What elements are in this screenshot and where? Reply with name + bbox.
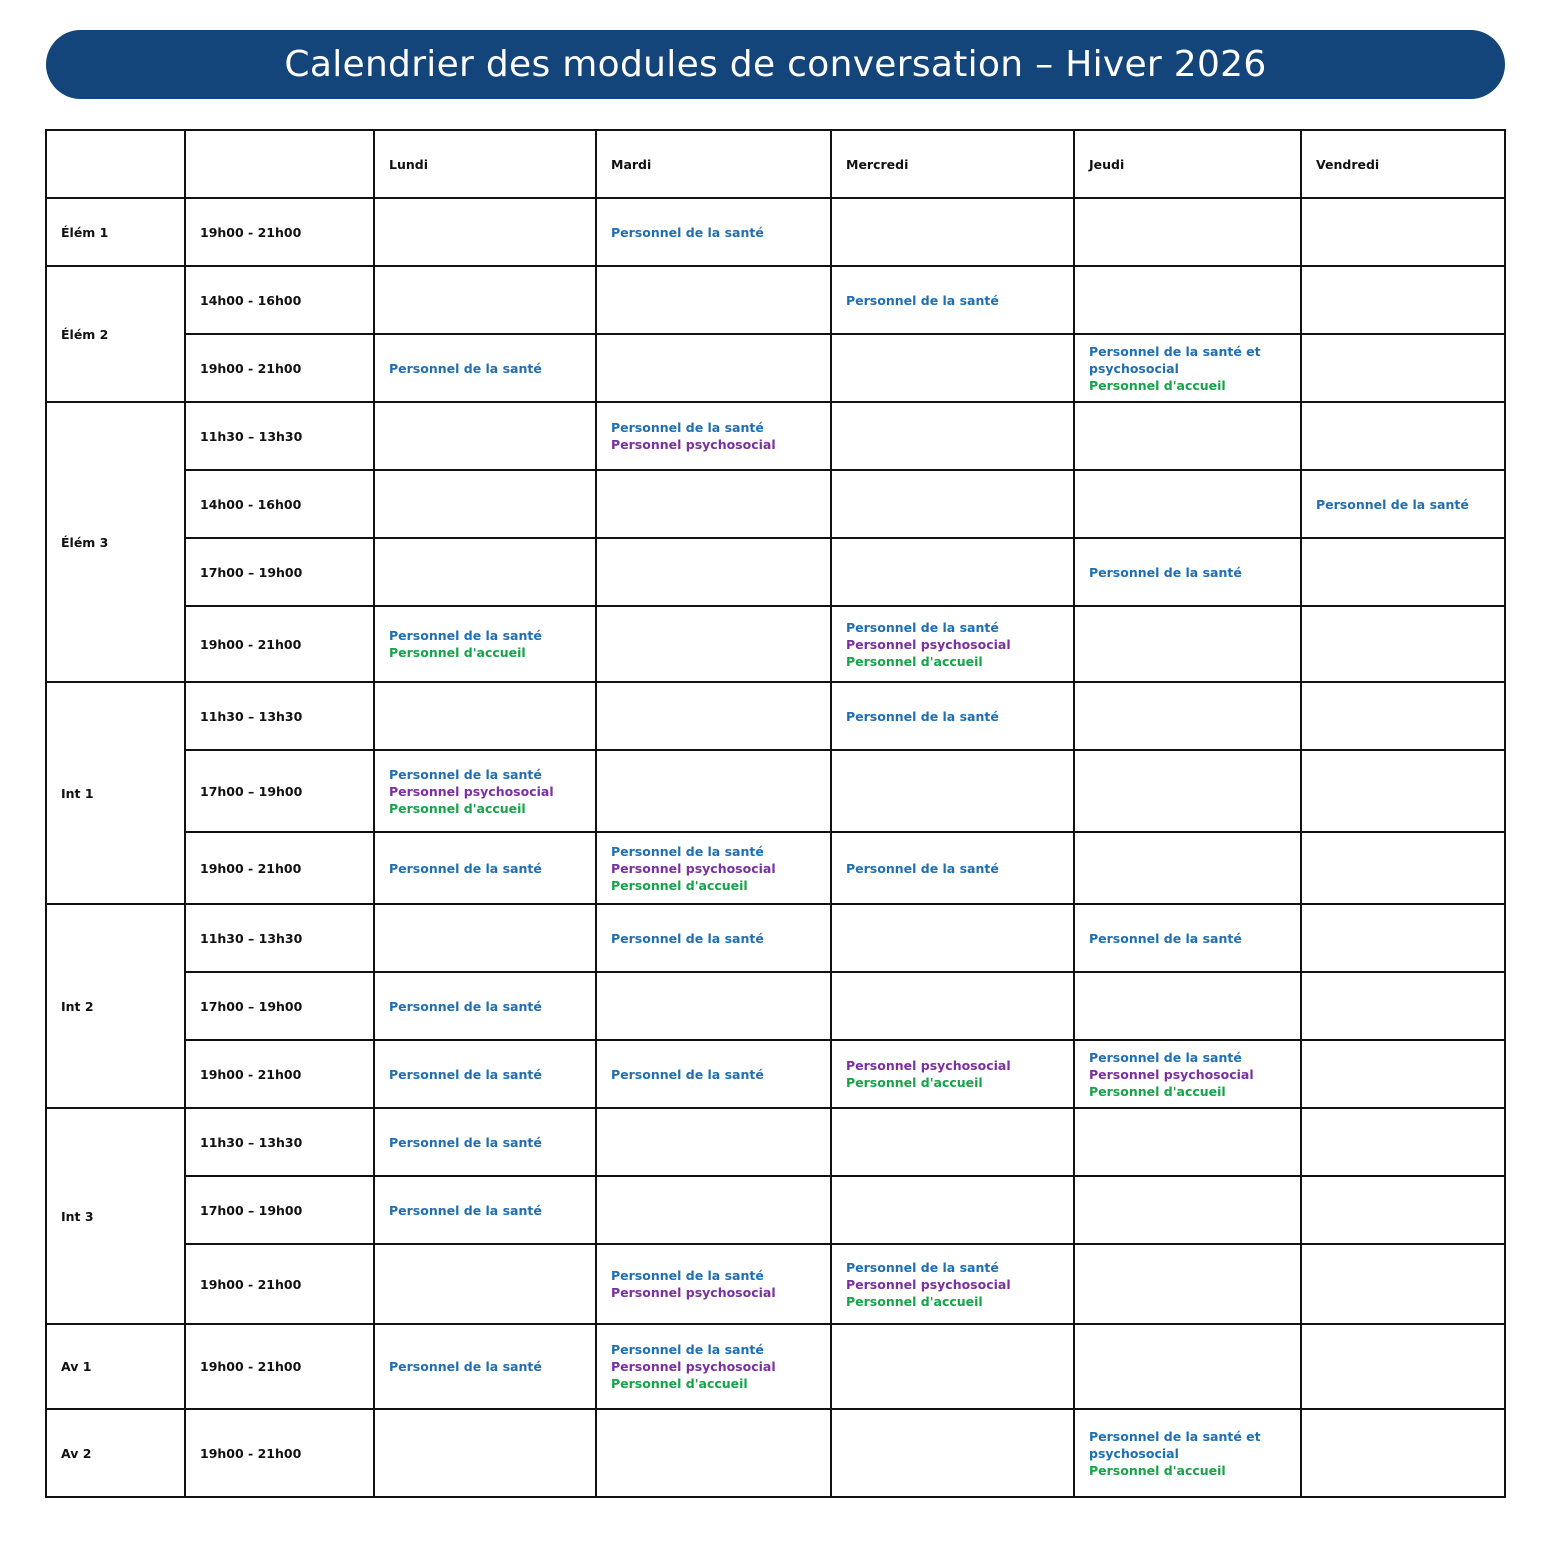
schedule-cell <box>596 1176 831 1244</box>
schedule-cell <box>374 1409 596 1497</box>
schedule-row <box>46 832 1505 904</box>
session-accueil: Personnel d'accueil <box>846 653 983 669</box>
time-slot: 17h00 – 19h00 <box>185 1176 374 1244</box>
page-title: Calendrier des modules de conversation – Hiver 2026 <box>284 44 1267 85</box>
schedule-cell <box>1074 606 1301 682</box>
schedule-cell <box>374 198 596 266</box>
time-slot: 14h00 - 16h00 <box>185 470 374 538</box>
schedule-cell <box>831 266 1074 334</box>
session-psycho: Personnel psychosocial <box>611 1359 776 1374</box>
session-health: Personnel de la santé <box>1316 496 1469 512</box>
schedule-cell <box>1301 904 1505 972</box>
session-health: Personnel de la santé et psychosocial <box>1089 343 1261 376</box>
schedule-cell <box>374 606 596 682</box>
level-label: Élém 3 <box>46 402 185 682</box>
schedule-cell <box>831 606 1074 682</box>
schedule-cell <box>1301 832 1505 904</box>
schedule-cell <box>1301 1108 1505 1176</box>
session-accueil: Personnel d'accueil <box>389 800 526 816</box>
schedule-cell <box>1301 1244 1505 1324</box>
schedule-cell <box>831 198 1074 266</box>
schedule-cell <box>596 538 831 606</box>
time-slot: 19h00 - 21h00 <box>185 832 374 904</box>
schedule-cell <box>831 470 1074 538</box>
schedule-row <box>46 1176 1505 1244</box>
schedule-cell <box>596 198 831 266</box>
schedule-cell <box>831 1324 1074 1409</box>
schedule-cell <box>374 1040 596 1108</box>
schedule-row <box>46 538 1505 606</box>
session-health: Personnel de la santé <box>611 224 764 240</box>
session-psycho: Personnel psychosocial <box>611 1285 776 1300</box>
title-banner <box>46 30 1505 99</box>
session-psycho: Personnel psychosocial <box>846 1058 1011 1073</box>
schedule-cell <box>1301 334 1505 402</box>
schedule-cell <box>1301 972 1505 1040</box>
schedule-cell <box>1074 1244 1301 1324</box>
session-health: Personnel de la santé <box>389 1202 542 1218</box>
level-label: Int 1 <box>46 682 185 904</box>
time-slot: 19h00 - 21h00 <box>185 1040 374 1108</box>
schedule-cell <box>831 750 1074 832</box>
schedule-cell <box>831 402 1074 470</box>
schedule-cell <box>1301 198 1505 266</box>
level-label: Av 2 <box>46 1409 185 1497</box>
session-health: Personnel de la santé <box>611 420 764 435</box>
time-slot: 19h00 - 21h00 <box>185 198 374 266</box>
session-health: Personnel de la santé <box>389 998 542 1014</box>
schedule-cell <box>1074 1409 1301 1497</box>
day-header: Mardi <box>596 130 831 198</box>
session-psycho: Personnel psychosocial <box>611 860 776 876</box>
schedule-cell <box>374 904 596 972</box>
session-health: Personnel de la santé <box>389 860 542 876</box>
schedule-cell <box>596 266 831 334</box>
schedule-cell <box>596 470 831 538</box>
schedule-cell <box>1074 972 1301 1040</box>
schedule-cell <box>596 1040 831 1108</box>
day-header: Mercredi <box>831 130 1074 198</box>
time-slot: 19h00 - 21h00 <box>185 1409 374 1497</box>
level-label: Élém 1 <box>46 198 185 266</box>
session-health: Personnel de la santé <box>846 619 999 635</box>
session-health: Personnel de la santé <box>389 1066 542 1082</box>
schedule-cell <box>1301 538 1505 606</box>
schedule-row <box>46 1244 1505 1324</box>
schedule-row <box>46 266 1505 334</box>
schedule-cell <box>374 832 596 904</box>
day-header: Jeudi <box>1074 130 1301 198</box>
schedule-cell <box>1074 1040 1301 1108</box>
schedule-row <box>46 972 1505 1040</box>
schedule-cell <box>1074 1108 1301 1176</box>
session-health: Personnel de la santé <box>389 628 542 643</box>
schedule-cell <box>831 1176 1074 1244</box>
time-slot: 17h00 – 19h00 <box>185 750 374 832</box>
schedule-row <box>46 402 1505 470</box>
session-accueil: Personnel d'accueil <box>611 877 748 893</box>
session-health: Personnel de la santé <box>846 708 999 724</box>
level-label: Élém 2 <box>46 266 185 402</box>
session-health: Personnel de la santé <box>611 1342 764 1357</box>
schedule-table <box>45 129 1506 1498</box>
schedule-cell <box>596 1409 831 1497</box>
session-psycho: Personnel psychosocial <box>611 437 776 452</box>
schedule-cell <box>1301 1040 1505 1108</box>
level-label: Int 2 <box>46 904 185 1108</box>
schedule-cell <box>1301 402 1505 470</box>
session-accueil: Personnel d'accueil <box>611 1376 748 1391</box>
schedule-body <box>46 130 1505 1497</box>
schedule-cell <box>831 682 1074 750</box>
schedule-cell <box>596 682 831 750</box>
schedule-cell <box>831 1108 1074 1176</box>
session-accueil: Personnel d'accueil <box>1089 1462 1226 1478</box>
schedule-row <box>46 1324 1505 1409</box>
schedule-cell <box>596 606 831 682</box>
schedule-cell <box>596 402 831 470</box>
schedule-cell <box>596 334 831 402</box>
header-corner-time <box>185 130 374 198</box>
schedule-cell <box>374 334 596 402</box>
header-corner-level <box>46 130 185 198</box>
schedule-row <box>46 470 1505 538</box>
session-psycho: Personnel psychosocial <box>846 636 1011 652</box>
session-health: Personnel de la santé <box>1089 930 1242 946</box>
session-accueil: Personnel d'accueil <box>1089 1083 1226 1099</box>
schedule-cell <box>1074 198 1301 266</box>
schedule-cell <box>1301 1409 1505 1497</box>
day-header: Vendredi <box>1301 130 1505 198</box>
schedule-cell <box>374 1244 596 1324</box>
schedule-cell <box>831 832 1074 904</box>
schedule-cell <box>374 538 596 606</box>
session-health: Personnel de la santé <box>846 860 999 876</box>
schedule-cell <box>596 972 831 1040</box>
schedule-cell <box>1074 1324 1301 1409</box>
session-accueil: Personnel d'accueil <box>1089 377 1226 393</box>
time-slot: 19h00 - 21h00 <box>185 334 374 402</box>
schedule-cell <box>596 904 831 972</box>
schedule-cell <box>374 1324 596 1409</box>
day-header: Lundi <box>374 130 596 198</box>
schedule-cell <box>1074 1176 1301 1244</box>
time-slot: 19h00 - 21h00 <box>185 1324 374 1409</box>
schedule-cell <box>1301 1176 1505 1244</box>
schedule-row <box>46 682 1505 750</box>
schedule-cell <box>1074 334 1301 402</box>
schedule-cell <box>1074 266 1301 334</box>
time-slot: 17h00 – 19h00 <box>185 538 374 606</box>
level-label: Int 3 <box>46 1108 185 1324</box>
schedule-cell <box>596 1244 831 1324</box>
schedule-cell <box>1301 606 1505 682</box>
time-slot: 11h30 – 13h30 <box>185 682 374 750</box>
schedule-cell <box>831 334 1074 402</box>
schedule-cell <box>374 1108 596 1176</box>
time-slot: 17h00 – 19h00 <box>185 972 374 1040</box>
schedule-cell <box>1301 682 1505 750</box>
schedule-cell <box>374 972 596 1040</box>
session-psycho: Personnel psychosocial <box>846 1276 1011 1292</box>
time-slot: 19h00 - 21h00 <box>185 1244 374 1324</box>
schedule-cell <box>596 1324 831 1409</box>
header-row <box>46 130 1505 198</box>
session-psycho: Personnel psychosocial <box>1089 1066 1254 1082</box>
schedule-row <box>46 334 1505 402</box>
session-health: Personnel de la santé <box>611 1066 764 1082</box>
schedule-cell <box>1301 470 1505 538</box>
schedule-cell <box>831 1040 1074 1108</box>
session-health: Personnel de la santé et psychosocial <box>1089 1428 1261 1461</box>
session-accueil: Personnel d'accueil <box>389 645 526 660</box>
schedule-cell <box>1301 1324 1505 1409</box>
schedule-cell <box>1301 266 1505 334</box>
schedule-cell <box>374 470 596 538</box>
schedule-row <box>46 1040 1505 1108</box>
session-health: Personnel de la santé <box>389 360 542 376</box>
schedule-cell <box>831 538 1074 606</box>
time-slot: 19h00 - 21h00 <box>185 606 374 682</box>
session-health: Personnel de la santé <box>389 1134 542 1150</box>
schedule-cell <box>1074 682 1301 750</box>
schedule-cell <box>1301 750 1505 832</box>
schedule-cell <box>1074 402 1301 470</box>
schedule-row <box>46 1409 1505 1497</box>
schedule-row <box>46 198 1505 266</box>
session-health: Personnel de la santé <box>389 1359 542 1374</box>
time-slot: 14h00 - 16h00 <box>185 266 374 334</box>
schedule-row <box>46 606 1505 682</box>
time-slot: 11h30 – 13h30 <box>185 1108 374 1176</box>
schedule-cell <box>374 682 596 750</box>
session-accueil: Personnel d'accueil <box>846 1293 983 1309</box>
schedule-cell <box>831 1244 1074 1324</box>
schedule-cell <box>1074 538 1301 606</box>
schedule-cell <box>374 1176 596 1244</box>
schedule-cell <box>831 904 1074 972</box>
session-health: Personnel de la santé <box>611 1268 764 1283</box>
session-health: Personnel de la santé <box>846 292 999 308</box>
schedule-cell <box>374 266 596 334</box>
schedule-cell <box>831 1409 1074 1497</box>
session-health: Personnel de la santé <box>611 843 764 859</box>
schedule-row <box>46 904 1505 972</box>
session-health: Personnel de la santé <box>1089 564 1242 580</box>
schedule-cell <box>831 972 1074 1040</box>
schedule-cell <box>374 402 596 470</box>
schedule-cell <box>374 750 596 832</box>
schedule-cell <box>1074 470 1301 538</box>
schedule-cell <box>596 750 831 832</box>
session-health: Personnel de la santé <box>1089 1049 1242 1065</box>
session-psycho: Personnel psychosocial <box>389 783 554 799</box>
time-slot: 11h30 – 13h30 <box>185 904 374 972</box>
schedule-cell <box>596 832 831 904</box>
session-health: Personnel de la santé <box>846 1259 999 1275</box>
schedule-cell <box>1074 904 1301 972</box>
session-accueil: Personnel d'accueil <box>846 1075 983 1090</box>
level-label: Av 1 <box>46 1324 185 1409</box>
time-slot: 11h30 – 13h30 <box>185 402 374 470</box>
schedule-cell <box>1074 750 1301 832</box>
schedule-row <box>46 1108 1505 1176</box>
schedule-row <box>46 750 1505 832</box>
schedule-cell <box>596 1108 831 1176</box>
session-health: Personnel de la santé <box>389 766 542 782</box>
session-health: Personnel de la santé <box>611 930 764 946</box>
schedule-cell <box>1074 832 1301 904</box>
